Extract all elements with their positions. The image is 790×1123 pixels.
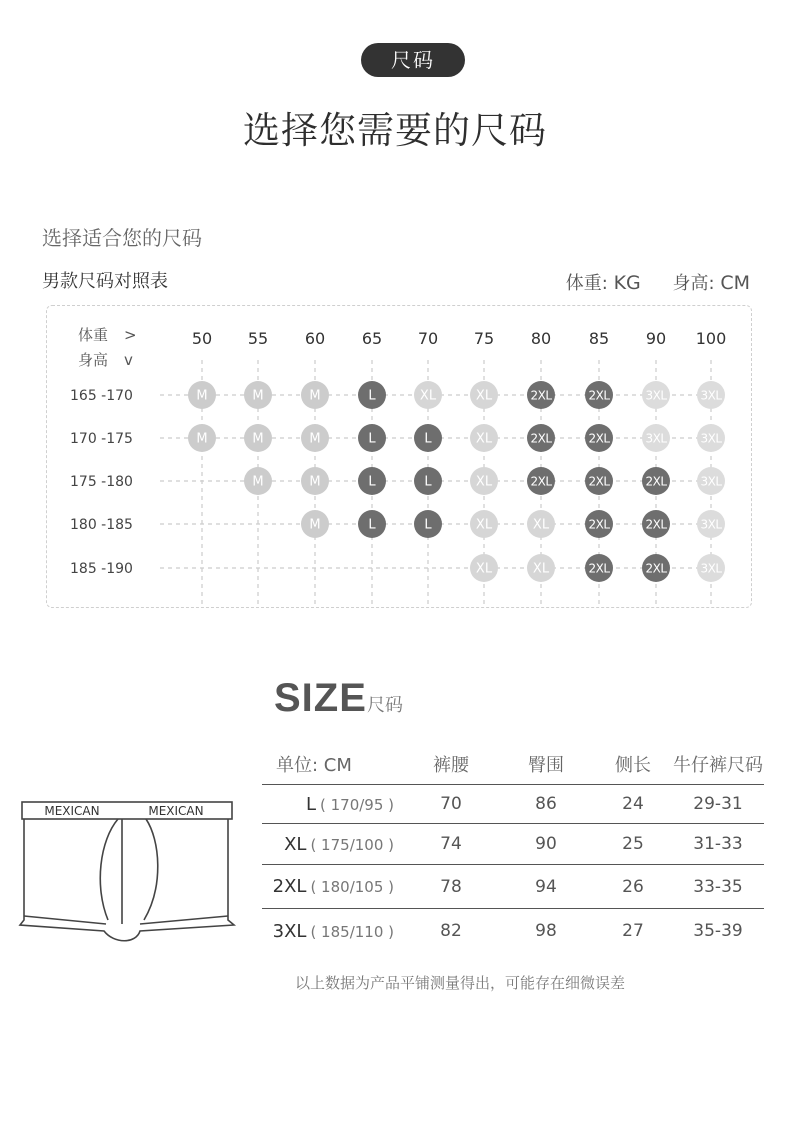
height-tick-label: 180 -185 bbox=[70, 517, 133, 533]
size-dot-label: 2XL bbox=[588, 431, 610, 446]
col-header-side: 侧长 bbox=[615, 755, 651, 776]
size-name: L bbox=[305, 793, 316, 815]
hip-cell: 94 bbox=[498, 865, 594, 909]
size-dot-label: 2XL bbox=[530, 388, 552, 403]
size-dot-label: 2XL bbox=[588, 517, 610, 532]
weight-tick-label: 100 bbox=[695, 329, 727, 348]
jeans-cell: 29-31 bbox=[672, 785, 764, 824]
size-dot-label: XL bbox=[532, 517, 550, 533]
size-name: 2XL bbox=[272, 876, 307, 897]
size-dot-label: 3XL bbox=[700, 474, 722, 489]
side-cell: 27 bbox=[594, 909, 672, 954]
size-name: 3XL bbox=[272, 920, 307, 942]
size-cell bbox=[262, 909, 404, 954]
size-cell bbox=[262, 865, 404, 909]
height-tick-label: 175 -180 bbox=[70, 474, 133, 490]
page-title: 选择您需要的尺码 bbox=[243, 109, 547, 152]
size-dot-label: 3XL bbox=[645, 431, 667, 446]
size-dot-label: 2XL bbox=[588, 388, 610, 403]
size-range: ( 180/105 ) bbox=[310, 878, 394, 896]
table-row bbox=[262, 824, 764, 865]
size-title: SIZE bbox=[274, 676, 367, 720]
measurement-note: 以上数据为产品平铺测量得出，可能存在细微误差 bbox=[294, 974, 625, 992]
size-dot-label: 3XL bbox=[700, 517, 722, 532]
size-dot-label: M bbox=[309, 474, 321, 490]
size-dot-label: XL bbox=[419, 388, 437, 404]
size-name: XL bbox=[284, 833, 307, 855]
side-cell: 24 bbox=[594, 785, 672, 824]
chart-title: 男款尺码对照表 bbox=[42, 271, 168, 292]
corner-height-label: 身高 v bbox=[78, 351, 133, 369]
table-header-row bbox=[262, 744, 764, 785]
chart-subtitle: 选择适合您的尺码 bbox=[42, 226, 202, 250]
size-cell bbox=[262, 824, 404, 865]
col-header-waist: 裤腰 bbox=[433, 755, 469, 776]
waist-cell: 70 bbox=[404, 785, 498, 824]
table-row bbox=[262, 909, 764, 954]
weight-tick-label: 85 bbox=[588, 329, 610, 348]
size-dot-label: M bbox=[309, 431, 321, 447]
size-dot-label: M bbox=[252, 431, 264, 447]
briefs-illustration bbox=[18, 800, 240, 942]
size-dot-label: XL bbox=[475, 431, 493, 447]
weight-tick-label: 80 bbox=[530, 329, 552, 348]
weight-tick-label: 55 bbox=[247, 329, 269, 348]
col-header-jeans: 牛仔裤尺码 bbox=[673, 755, 763, 776]
size-dot-label: 2XL bbox=[588, 474, 610, 489]
jeans-cell: 33-35 bbox=[672, 865, 764, 909]
height-tick-label: 185 -190 bbox=[70, 561, 133, 577]
height-tick-label: 165 -170 bbox=[70, 388, 133, 404]
size-range: ( 185/110 ) bbox=[310, 922, 394, 941]
table-row bbox=[262, 865, 764, 909]
size-dot-label: 3XL bbox=[645, 388, 667, 403]
hip-cell: 90 bbox=[498, 824, 594, 865]
brand-label-left: MEXICAN bbox=[44, 804, 100, 818]
size-range: ( 170/95 ) bbox=[319, 795, 394, 814]
weight-tick-label: 65 bbox=[361, 329, 383, 348]
size-dot-label: L bbox=[368, 474, 376, 490]
jeans-cell: 31-33 bbox=[672, 824, 764, 865]
size-dot-label: 3XL bbox=[700, 431, 722, 446]
size-dot-label: M bbox=[252, 474, 264, 490]
size-dot-label: M bbox=[196, 388, 208, 404]
size-dot-label: 3XL bbox=[700, 561, 722, 576]
size-dot-label: XL bbox=[475, 474, 493, 490]
size-dot-label: XL bbox=[475, 561, 493, 577]
col-header-hip: 臀围 bbox=[528, 755, 564, 776]
table-row bbox=[262, 785, 764, 824]
size-dot-label: XL bbox=[475, 517, 493, 533]
size-subtitle: 尺码 bbox=[367, 695, 403, 716]
weight-tick-label: 70 bbox=[417, 329, 439, 348]
size-dot-label: 2XL bbox=[588, 561, 610, 576]
size-dot-label: XL bbox=[475, 388, 493, 404]
corner-weight-label: 体重 > bbox=[78, 326, 137, 344]
size-dot-label: 2XL bbox=[530, 431, 552, 446]
side-cell: 25 bbox=[594, 824, 672, 865]
size-dot-label: L bbox=[368, 431, 376, 447]
height-unit-label: 身高: CM bbox=[672, 272, 750, 294]
size-dot-label: L bbox=[424, 474, 432, 490]
size-dot-label: 2XL bbox=[645, 474, 667, 489]
size-dot-label: L bbox=[424, 431, 432, 447]
size-dot-label: 3XL bbox=[700, 388, 722, 403]
jeans-cell: 35-39 bbox=[672, 909, 764, 954]
hip-cell: 98 bbox=[498, 909, 594, 954]
waist-cell: 74 bbox=[404, 824, 498, 865]
size-dot-label: M bbox=[252, 388, 264, 404]
weight-tick-label: 60 bbox=[304, 329, 326, 348]
size-measurement-table bbox=[262, 744, 764, 953]
weight-tick-label: 90 bbox=[645, 329, 667, 348]
size-dot-label: XL bbox=[532, 561, 550, 577]
hip-cell: 86 bbox=[498, 785, 594, 824]
size-range: ( 175/100 ) bbox=[310, 835, 394, 854]
waist-cell: 78 bbox=[404, 865, 498, 909]
size-dot-label: M bbox=[309, 517, 321, 533]
weight-tick-label: 75 bbox=[473, 329, 495, 348]
size-dot-label: 2XL bbox=[645, 517, 667, 532]
weight-unit-label: 体重: KG bbox=[565, 272, 641, 294]
weight-tick-label: 50 bbox=[191, 329, 213, 348]
size-cell bbox=[262, 785, 404, 824]
size-dot-label: L bbox=[424, 517, 432, 533]
size-dot-label: L bbox=[368, 388, 376, 404]
size-dot-label: 2XL bbox=[645, 561, 667, 576]
section-pill: 尺码 bbox=[361, 43, 465, 77]
height-tick-label: 170 -175 bbox=[70, 431, 133, 447]
waist-cell: 82 bbox=[404, 909, 498, 954]
col-header-unit: 单位: CM bbox=[276, 755, 352, 776]
size-dot-label: 2XL bbox=[530, 474, 552, 489]
size-dot-label: M bbox=[309, 388, 321, 404]
side-cell: 26 bbox=[594, 865, 672, 909]
size-dot-label: L bbox=[368, 517, 376, 533]
size-dot-label: M bbox=[196, 431, 208, 447]
brand-label-right: MEXICAN bbox=[148, 804, 204, 818]
